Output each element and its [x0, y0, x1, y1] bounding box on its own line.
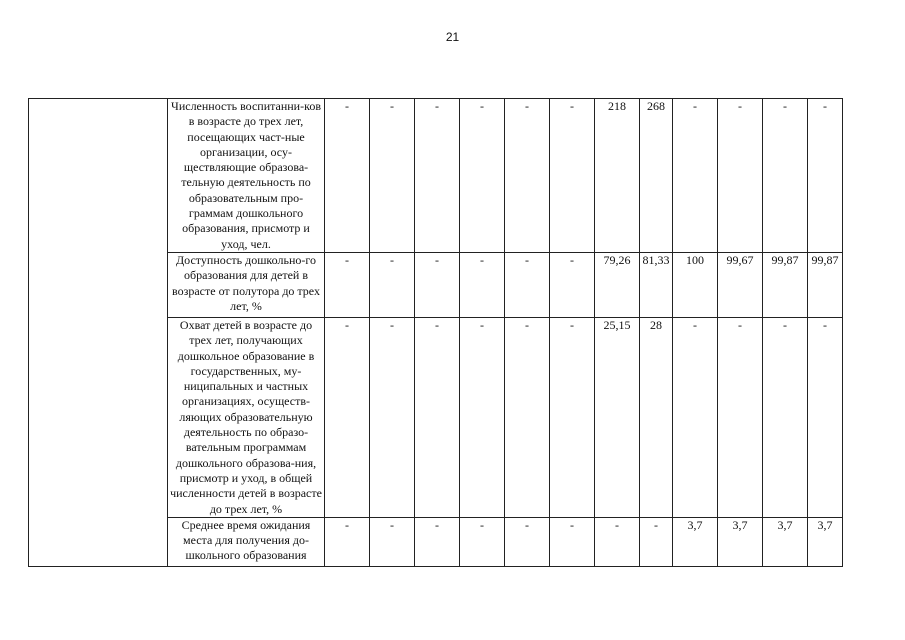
- value-cell: -: [370, 99, 415, 253]
- value-cell: -: [808, 317, 843, 517]
- value-cell: -: [460, 99, 505, 253]
- value-cell: 28: [640, 317, 673, 517]
- value-cell: 81,33: [640, 252, 673, 317]
- value-cell: -: [673, 317, 718, 517]
- value-cell: -: [505, 99, 550, 253]
- value-cell: -: [640, 517, 673, 566]
- value-cell: -: [763, 317, 808, 517]
- value-cell: -: [325, 252, 370, 317]
- value-cell: -: [325, 317, 370, 517]
- value-cell: -: [808, 99, 843, 253]
- indicator-table: [28, 98, 843, 567]
- value-cell: -: [325, 517, 370, 566]
- value-cell: -: [550, 317, 595, 517]
- value-cell: -: [370, 252, 415, 317]
- value-cell: -: [505, 517, 550, 566]
- value-cell: -: [415, 252, 460, 317]
- value-cell: -: [415, 517, 460, 566]
- value-cell: 100: [673, 252, 718, 317]
- value-cell: 99,67: [718, 252, 763, 317]
- value-cell: -: [370, 517, 415, 566]
- value-cell: -: [415, 99, 460, 253]
- value-cell: -: [550, 99, 595, 253]
- value-cell: -: [505, 252, 550, 317]
- indicator-cell: Охват детей в возрасте до трех лет, получающих дошкольное образование в государственных, му-ниципальных и частных организациях, осуществ-ляющих образовательную деятельность по образо-вательным программам дошкольного образова-ния, присмотр и уход, в общей численности детей в возрасте до трех лет, %: [168, 317, 325, 517]
- indicator-cell: Доступность дошкольно-го образования для детей в возрасте от полутора до трех лет, %: [168, 252, 325, 317]
- indicator-cell: Среднее время ожидания места для получения до-школьного образования: [168, 517, 325, 566]
- page-number: 21: [445, 30, 460, 44]
- value-cell: 3,7: [808, 517, 843, 566]
- value-cell: -: [550, 517, 595, 566]
- value-cell: -: [325, 99, 370, 253]
- value-cell: 3,7: [673, 517, 718, 566]
- indicator-cell: Численность воспитанни-ков в возрасте до трех лет, посещающих част-ные организации, осу-ществляющие образова-тельную деятельность по образовательным про-граммам дошкольного образования, присмотр и уход, чел.: [168, 99, 325, 253]
- value-cell: 268: [640, 99, 673, 253]
- value-cell: 99,87: [763, 252, 808, 317]
- value-cell: -: [505, 317, 550, 517]
- value-cell: -: [718, 317, 763, 517]
- value-cell: -: [763, 99, 808, 253]
- value-cell: -: [460, 517, 505, 566]
- value-cell: -: [460, 252, 505, 317]
- value-cell: -: [415, 317, 460, 517]
- value-cell: 25,15: [595, 317, 640, 517]
- value-cell: -: [370, 317, 415, 517]
- table-row: [29, 99, 843, 253]
- value-cell: 99,87: [808, 252, 843, 317]
- value-cell: -: [595, 517, 640, 566]
- value-cell: -: [718, 99, 763, 253]
- value-cell: 218: [595, 99, 640, 253]
- value-cell: 79,26: [595, 252, 640, 317]
- blank-column-cell: [29, 99, 168, 567]
- value-cell: -: [550, 252, 595, 317]
- value-cell: -: [460, 317, 505, 517]
- value-cell: 3,7: [718, 517, 763, 566]
- value-cell: 3,7: [763, 517, 808, 566]
- value-cell: -: [673, 99, 718, 253]
